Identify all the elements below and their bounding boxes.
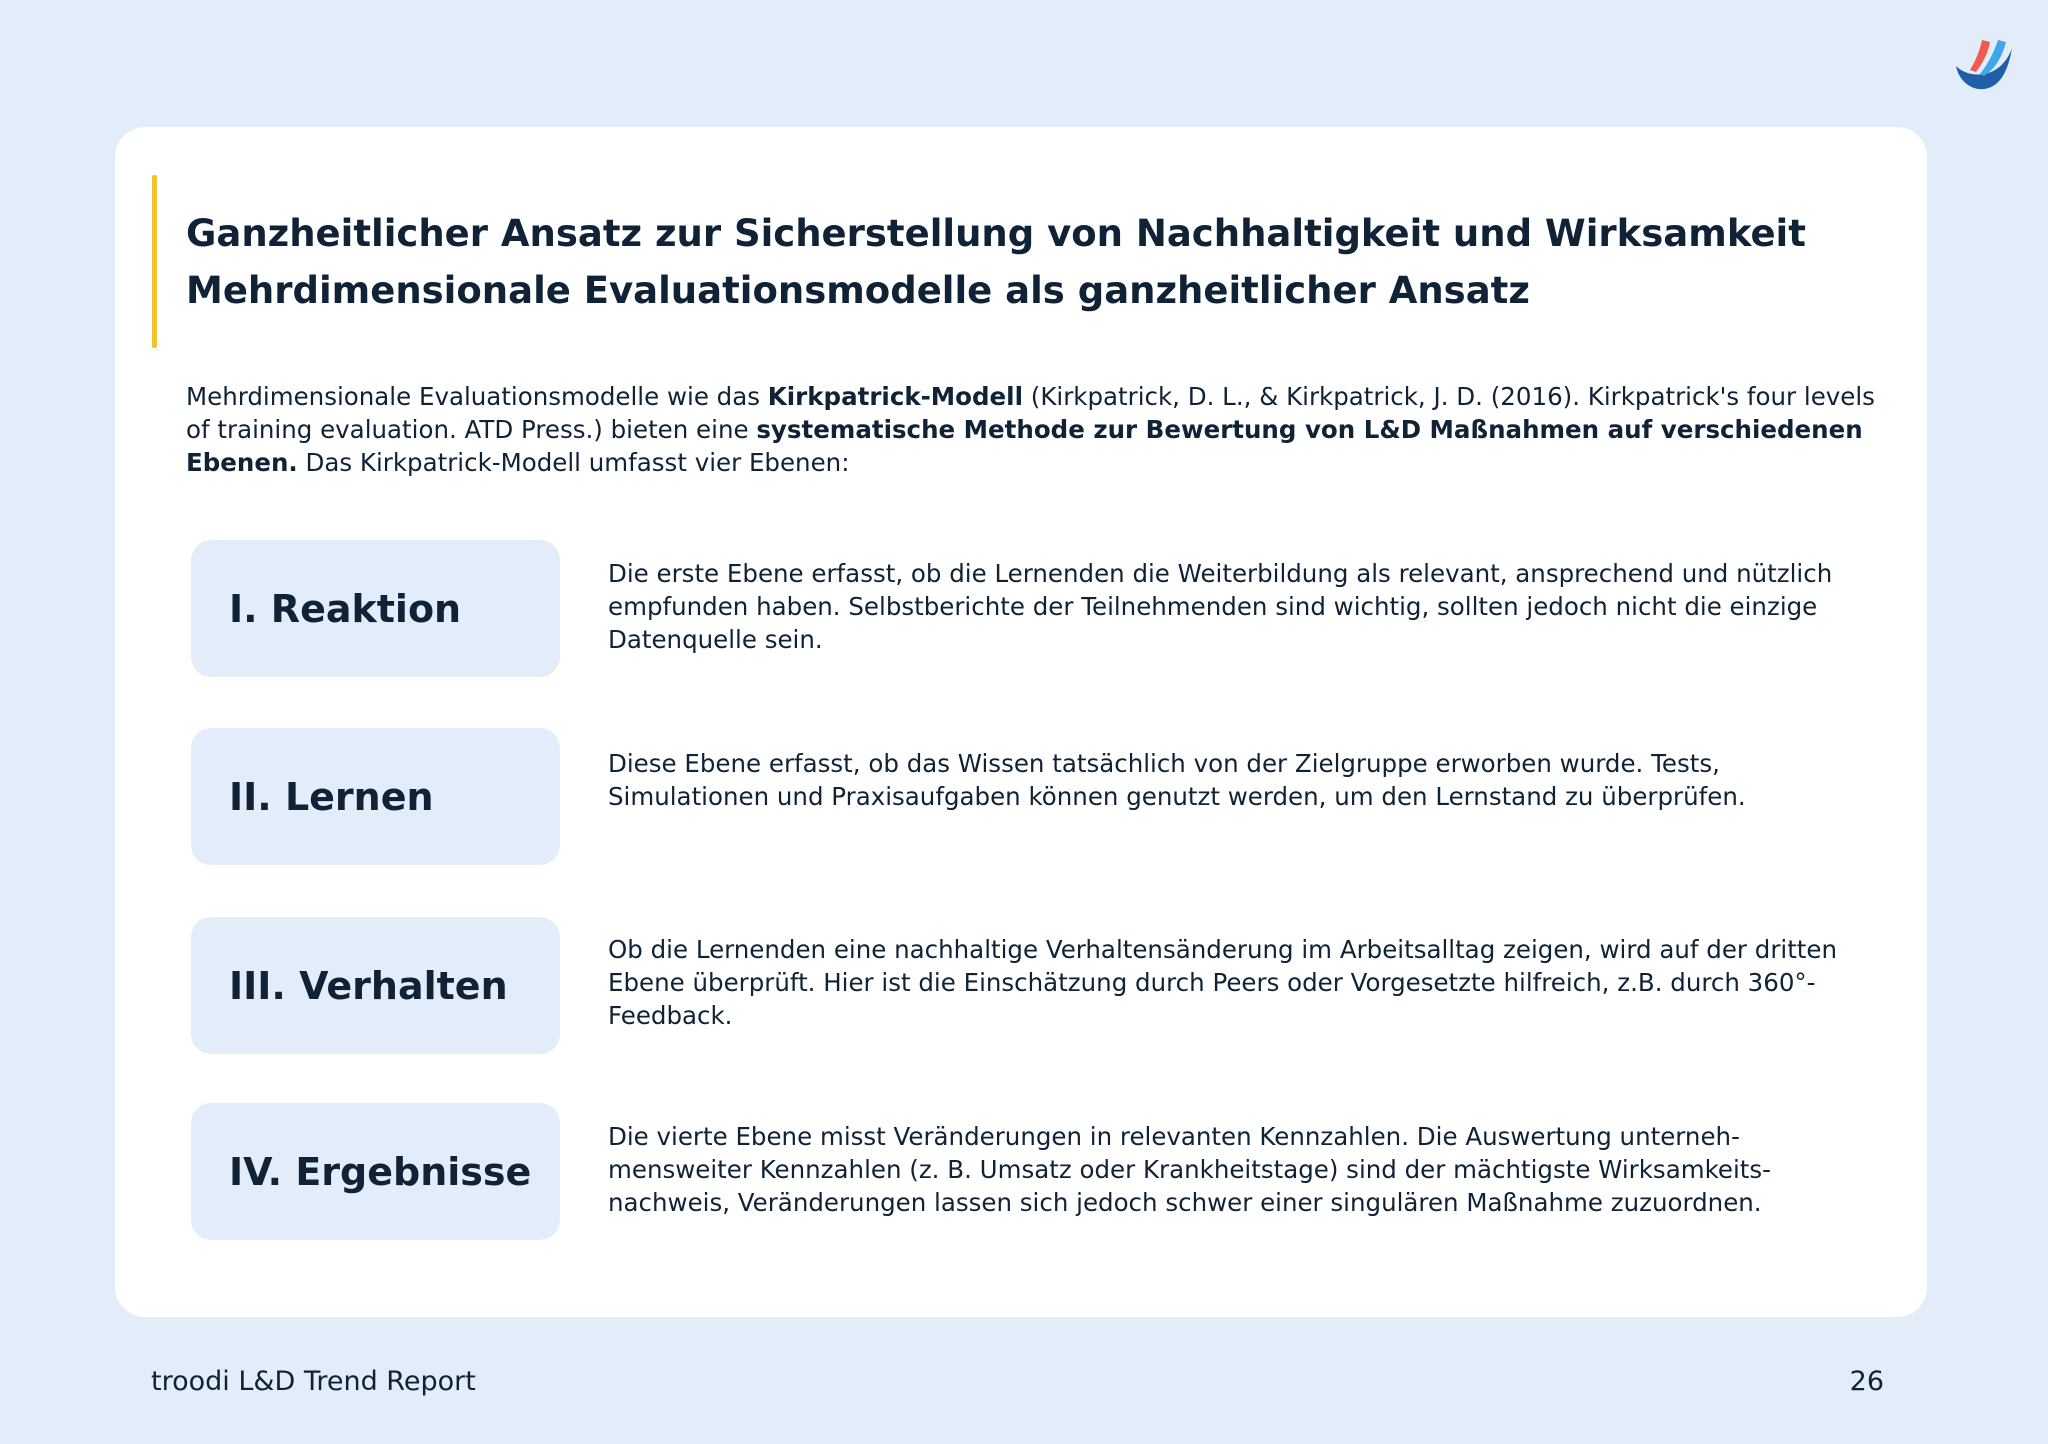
- intro-text-2: (Kirkpatrick, D. L., & Kirkpatrick, J. D. (2016). Kirkpatrick's four levels of training evaluation. ATD Press.) bieten eine: [186, 382, 1875, 444]
- level-description-verhalten: Ob die Lernenden eine nachhaltige Verhaltensänderung im Arbeitsalltag zeigen, wird auf der dritten Ebene überprüft. Hier ist die Einschätzung durch Peers oder Vorgesetzte hilfreich, z.B. durch 360°-Feedback.: [608, 935, 1838, 1030]
- level-label-ergebnisse: IV. Ergebnisse: [191, 1103, 560, 1240]
- footer-report-title: troodi L&D Trend Report: [151, 1366, 476, 1397]
- level-label-verhalten: III. Verhalten: [191, 917, 560, 1054]
- level-label-reaktion: I. Reaktion: [191, 540, 560, 677]
- page-heading: [186, 205, 1876, 319]
- level-label-lernen: II. Lernen: [191, 728, 560, 865]
- intro-text-3: Das Kirkpatrick-Modell umfasst vier Ebenen:: [297, 448, 850, 477]
- troodi-logo-icon: [1950, 30, 2020, 100]
- intro-bold-1: Kirkpatrick-Modell: [767, 382, 1023, 411]
- content-card: [115, 127, 1927, 1317]
- level-description-reaktion: Die erste Ebene erfasst, ob die Lernenden die Weiterbildung als relevant, ansprechend und nützlich empfunden haben. Selbstberichte der Teilnehmenden sind wichtig, sollten jedoch nicht die einzige Datenquelle sein.: [608, 559, 1833, 654]
- page-number: 26: [1849, 1366, 1884, 1397]
- level-description-ergebnisse: Die vierte Ebene misst Veränderungen in relevanten Kennzahlen. Die Auswertung unterneh-mensweiter Kennzahlen (z. B. Umsatz oder Krankheitstage) sind der mächtigste Wirksamkeits-nachweis, Veränderungen lassen sich jedoch schwer einer singulären Maßnahme zuzuordnen.: [608, 1122, 1771, 1217]
- intro-paragraph: [186, 380, 1876, 479]
- heading-accent-bar: [152, 175, 157, 348]
- intro-text-1: Mehrdimensionale Evaluationsmodelle wie das: [186, 382, 768, 411]
- intro-bold-2: systematische Methode zur Bewertung von L&D Maßnahmen auf verschiedenen Ebenen.: [186, 415, 1863, 477]
- heading-line-1: Ganzheitlicher Ansatz zur Sicherstellung von Nachhaltigkeit und Wirksamkeit: [186, 212, 1806, 255]
- heading-line-2: Mehrdimensionale Evaluationsmodelle als ganzheitlicher Ansatz: [186, 269, 1530, 312]
- level-description-lernen: Diese Ebene erfasst, ob das Wissen tatsächlich von der Zielgruppe erworben wurde. Tests, Simulationen und Praxisaufgaben können genutzt werden, um den Lernstand zu überprüfen.: [608, 749, 1746, 811]
